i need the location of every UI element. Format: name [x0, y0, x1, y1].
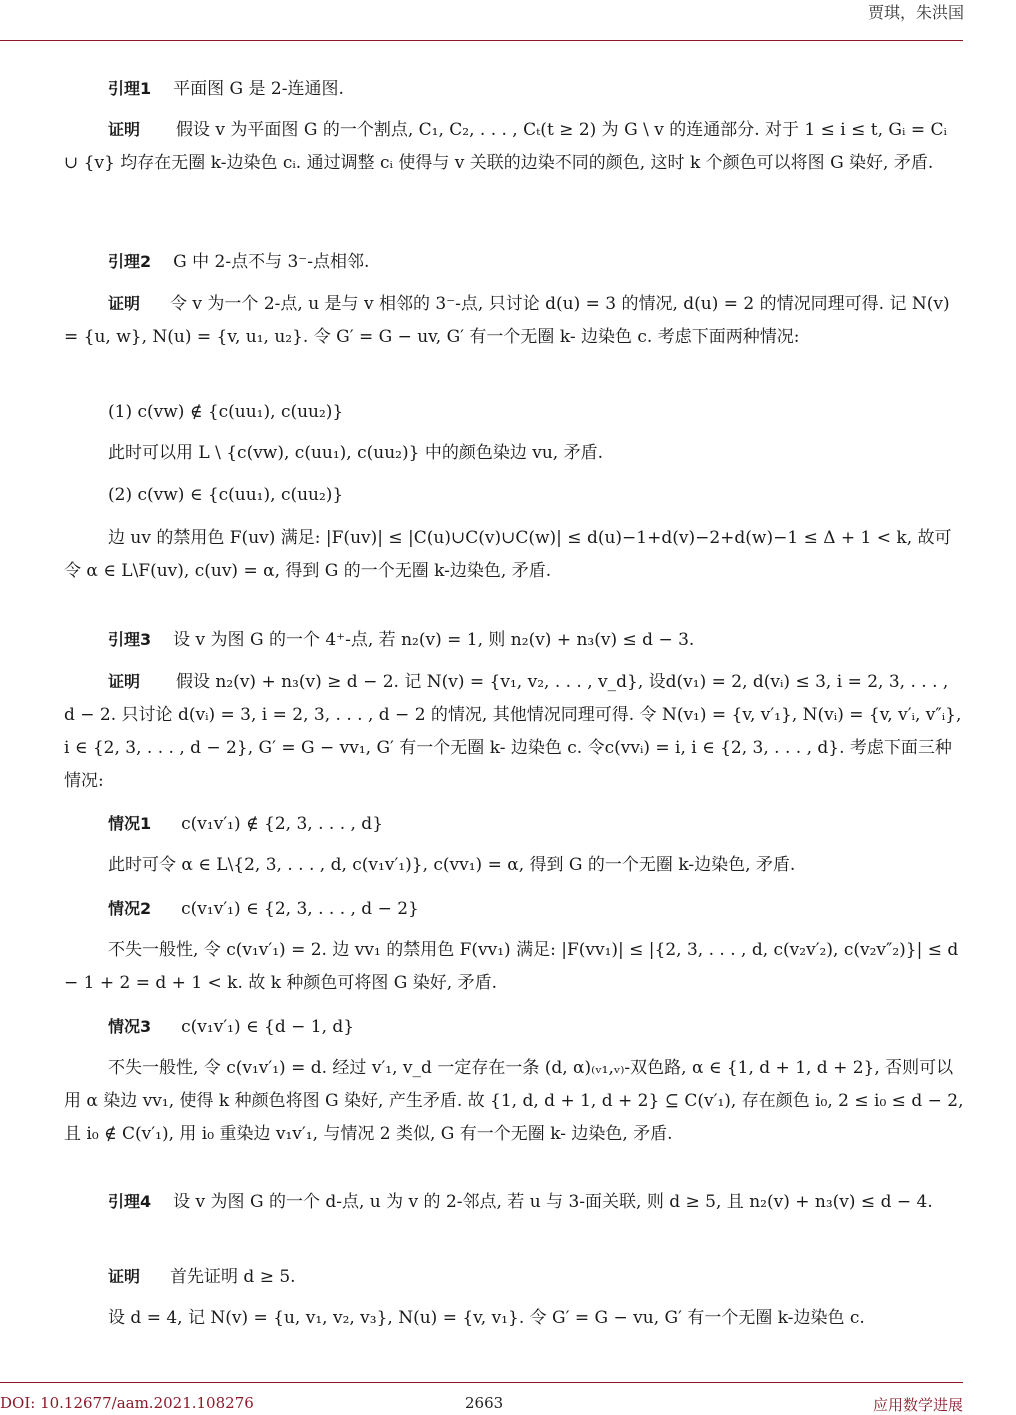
- lemma-1-text: 平面图 G 是 2-连通图.: [173, 79, 344, 99]
- lemma-4-text: 设 v 为图 G 的一个 d-点, u 为 v 的 2-邻点, 若 u 与 3-面关联, 则 d ≥ 5, 且 n₂(v) + n₃(v) ≤ d − 4.: [173, 1192, 933, 1212]
- proof-2-text: 令 v 为一个 2-点, u 是与 v 相邻的 3⁻-点, 只讨论 d(u) = 3 的情况, d(u) = 2 的情况同理可得. 记 N(v) = {u, w}, N(u) = {v, u₁, u₂}. 令 G′ = G − uv, G′ 有一个无圈 k- 边染色 c. 考虑下面两种情况:: [64, 294, 950, 347]
- lemma-2-text: G 中 2-点不与 3⁻-点相邻.: [173, 252, 370, 272]
- doi-link[interactable]: DOI: 10.12677/aam.2021.108276: [0, 1394, 254, 1412]
- case-1-text: c(v₁v′₁) ∉ {2, 3, . . . , d}: [181, 814, 384, 834]
- case-1-label: 情况1: [108, 814, 152, 833]
- case-2-text: c(v₁v′₁) ∈ {2, 3, . . . , d − 2}: [181, 899, 419, 919]
- lemma-4-label: 引理4: [108, 1192, 152, 1211]
- proof-3-text: 假设 n₂(v) + n₃(v) ≥ d − 2. 记 N(v) = {v₁, v₂, . . . , v_d}, 设d(v₁) = 2, d(vᵢ) ≤ 3, i = 2, 3, . . . , d − 2. 只讨论 d(vᵢ) = 3, i = 2, 3, . . . , d − 2 的情况, 其他情况同理可得. 令 N(v₁) = {v, v′₁}, N(vᵢ) = {v, v′ᵢ, v″ᵢ}, i ∈ {2, 3, . . . , d − 2}, G′ = G − vv₁, G′ 有一个无圈 k- 边染色 c. 令c(vvᵢ) = i, i ∈ {2, 3, . . . , d}. 考虑下面三种情况:: [64, 672, 962, 791]
- proof-3: [64, 665, 964, 798]
- lemma-1: [64, 72, 964, 106]
- lemma-3-text: 设 v 为图 G 的一个 4⁺-点, 若 n₂(v) = 1, 则 n₂(v) + n₃(v) ≤ d − 3.: [173, 630, 695, 650]
- proof-4: [64, 1260, 964, 1294]
- proof-2: [64, 287, 964, 354]
- proof-4-text: 首先证明 d ≥ 5.: [170, 1267, 296, 1287]
- case-2: [64, 892, 964, 926]
- proof-2-label: 证明: [108, 294, 141, 313]
- case-3: [64, 1010, 964, 1044]
- lemma-3: [64, 623, 964, 657]
- page-number: 2663: [465, 1394, 504, 1412]
- footer-rule: [0, 1382, 963, 1383]
- proof-1: [64, 113, 964, 180]
- case-3-text: c(v₁v′₁) ∈ {d − 1, d}: [181, 1017, 355, 1037]
- case-2-1-text: 此时可以用 L \ {c(vw), c(uu₁), c(uu₂)} 中的颜色染边 vu, 矛盾.: [108, 443, 603, 463]
- case-1-body: 此时可令 α ∈ L\{2, 3, . . . , d, c(v₁v′₁)}, c(vv₁) = α, 得到 G 的一个无圈 k-边染色, 矛盾.: [108, 855, 796, 875]
- lemma-1-label: 引理1: [108, 79, 152, 98]
- header-rule: [0, 40, 963, 41]
- case-2-2-text: 边 uv 的禁用色 F(uv) 满足: |F(uv)| ≤ |C(u)∪C(v)∪C(w)| ≤ d(u)−1+d(v)−2+d(w)−1 ≤ Δ + 1 < k, 故可令 α ∈ L\F(uv), c(uv) = α, 得到 G 的一个无圈 k-边染色, 矛盾.: [64, 528, 952, 581]
- case-2-body: 不失一般性, 令 c(v₁v′₁) = 2. 边 vv₁ 的禁用色 F(vv₁) 满足: |F(vv₁)| ≤ |{2, 3, . . . , d, c(v₂v′₂), c(v₂v″₂)}| ≤ d − 1 + 2 = d + 1 < k. 故 k 种颜色可将图 G 染好, 矛盾.: [64, 940, 959, 993]
- proof-1-text: 假设 v 为平面图 G 的一个割点, C₁, C₂, . . . , Cₜ(t ≥ 2) 为 G \ v 的连通部分. 对于 1 ≤ i ≤ t, Gᵢ = Cᵢ ∪ {v} 均存在无圈 k-边染色 cᵢ. 通过调整 cᵢ 使得与 v 关联的边染不同的颜色, 这时 k 个颜色可以将图 G 染好, 矛盾.: [64, 120, 947, 173]
- proof-1-label: 证明: [108, 120, 141, 139]
- lemma-2: [64, 245, 964, 279]
- case-2-2-title: (2) c(vw) ∈ {c(uu₁), c(uu₂)}: [108, 485, 344, 505]
- journal-name: 应用数学进展: [872, 1396, 963, 1414]
- case-2-label: 情况2: [108, 899, 152, 918]
- case-2-1-title: (1) c(vw) ∉ {c(uu₁), c(uu₂)}: [108, 402, 344, 422]
- lemma-2-label: 引理2: [108, 252, 152, 271]
- case-3-label: 情况3: [108, 1017, 152, 1036]
- proof-4-body: 设 d = 4, 记 N(v) = {u, v₁, v₂, v₃}, N(u) = {v, v₁}. 令 G′ = G − vu, G′ 有一个无圈 k-边染色 c.: [108, 1308, 865, 1328]
- page-footer: [0, 1394, 963, 1414]
- proof-4-label: 证明: [108, 1267, 141, 1286]
- case-3-body: 不失一般性, 令 c(v₁v′₁) = d. 经过 v′₁, v_d 一定存在一条 (d, α)₍ᵥ₁,ᵥ₎-双色路, α ∈ {1, d + 1, d + 2}, 否则可以用 α 染边 vv₁, 使得 k 种颜色将图 G 染好, 产生矛盾. 故 {1, d, d + 1, d + 2} ⊆ C(v′₁), 存在颜色 i₀, 2 ≤ i₀ ≤ d − 2, 且 i₀ ∉ C(v′₁), 用 i₀ 重染边 v₁v′₁, 与情况 2 类似, G 有一个无圈 k- 边染色, 矛盾.: [64, 1058, 964, 1144]
- lemma-3-label: 引理3: [108, 630, 152, 649]
- proof-3-label: 证明: [108, 672, 141, 691]
- header-authors: 贾琪，朱洪国: [867, 3, 964, 22]
- lemma-4: [64, 1185, 964, 1219]
- case-1: [64, 807, 964, 841]
